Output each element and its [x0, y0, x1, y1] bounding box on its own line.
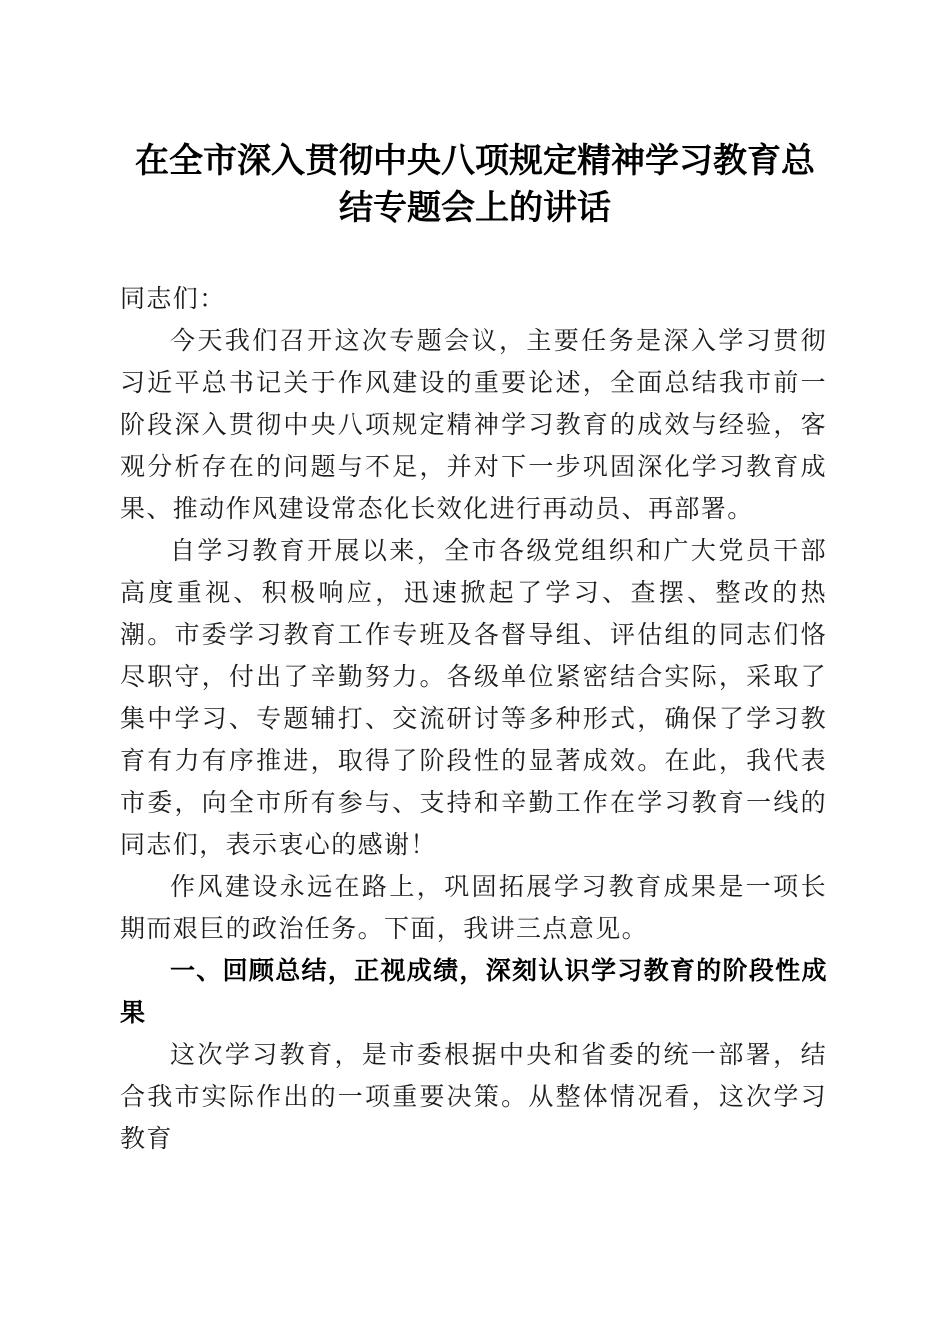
section-heading: 一、回顾总结，正视成绩，深刻认识学习教育的阶段性成果 — [120, 956, 827, 1027]
document-title-line-1: 在全市深入贯彻中央八项规定精神学习教育总 — [135, 141, 815, 181]
document-body — [120, 278, 827, 1160]
paragraph: 自学习教育开展以来，全市各级党组织和广大党员干部高度重视、积极响应，迅速掀起了学习、查摆、整改的热潮。市委学习教育工作专班及各督导组、评估组的同志们恪尽职守，付出了辛勤努力。各级单位紧密结合实际，采取了集中学习、专题辅打、交流研讨等多种形式，确保了学习教育有力有序推进，取得了阶段性的显著成效。在此，我代表市委，向全市所有参与、支持和辛勤工作在学习教育一线的同志们，表示衷心的感谢！ — [120, 536, 827, 859]
paragraph: 今天我们召开这次专题会议，主要任务是深入学习贯彻习近平总书记关于作风建设的重要论述，全面总结我市前一阶段深入贯彻中央八项规定精神学习教育的成效与经验，客观分析存在的问题与不足，并对下一步巩固深化学习教育成果、推动作风建设常态化长效化进行再动员、再部署。 — [120, 326, 827, 523]
document-title-line-2: 结专题会上的讲话 — [339, 188, 611, 228]
paragraph: 作风建设永远在路上，巩固拓展学习教育成果是一项长期而艰巨的政治任务。下面，我讲三点意见。 — [120, 872, 827, 943]
paragraph: 这次学习教育，是市委根据中央和省委的统一部署，结合我市实际作出的一项重要决策。从整体情况看，这次学习教育 — [120, 1040, 827, 1153]
salutation: 同志们： — [120, 284, 226, 313]
